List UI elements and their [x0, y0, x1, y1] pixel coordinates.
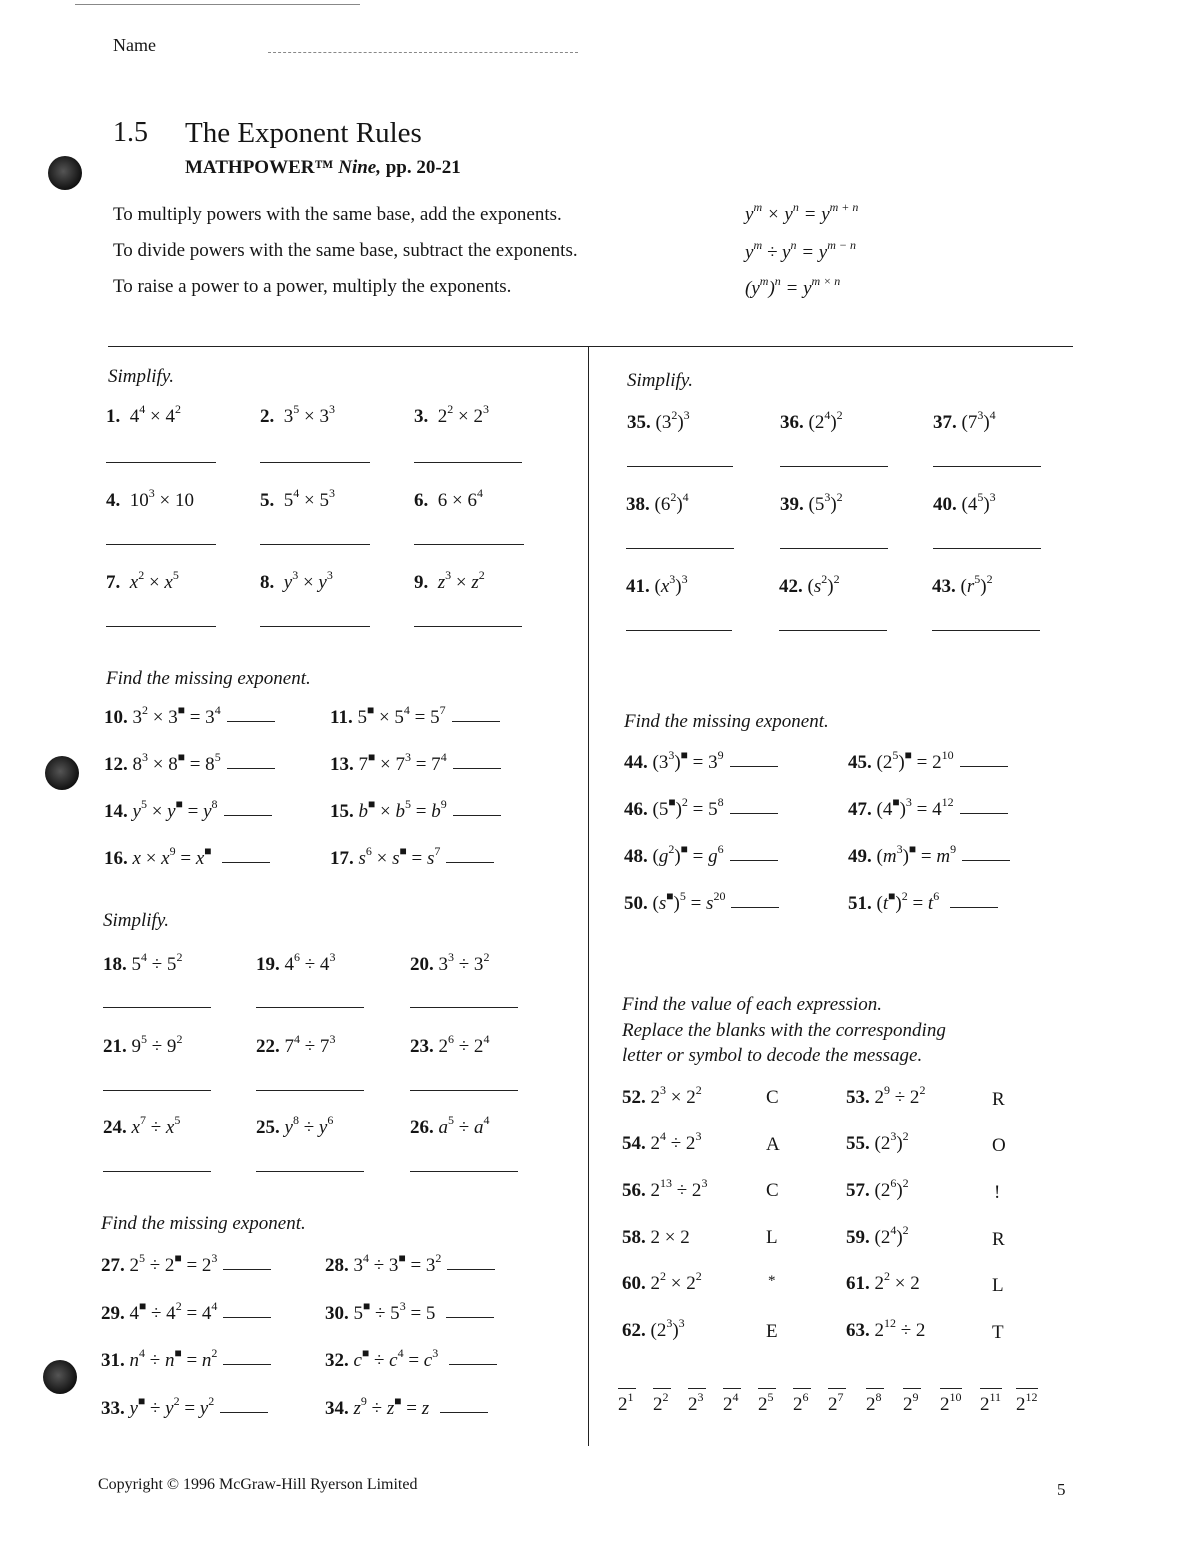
problem-12: 12. $8^3 \times 8^■ = 8^5$: [104, 754, 275, 776]
answer-blank-38[interactable]: [626, 548, 734, 549]
punch-hole-top: [48, 156, 82, 190]
rule-power: To raise a power to a power, multiply the exponents.: [113, 276, 512, 297]
problem-29: 29. $4^■ \div 4^2 = 4^4$: [101, 1303, 271, 1325]
answer-blank-39[interactable]: [780, 548, 888, 549]
decode-slot-12: $2^{12}$: [1016, 1390, 1038, 1415]
heading-simplify-3: Simplify.: [627, 370, 693, 391]
problem-50: 50. $(s^■)^5 = s^{20}$: [624, 893, 779, 915]
formula-divide: $y^m \div y^n = y^{m - n}$: [745, 238, 857, 263]
heading-value-line-3: letter or symbol to decode the message.: [622, 1045, 923, 1066]
problem-56: 56. $2^{13} \div 2^3$: [622, 1176, 708, 1201]
answer-blank-42[interactable]: [779, 630, 887, 631]
heading-value-line-2: Replace the blanks with the corresponding: [622, 1020, 946, 1041]
answer-blank-5[interactable]: [260, 544, 370, 545]
decode-slot-4: $2^4$: [723, 1390, 739, 1415]
page-number: 5: [1057, 1480, 1066, 1499]
problem-13: 13. $7^■ \times 7^3 = 7^4$: [330, 754, 501, 776]
problem-46: 46. $(5^■)^2 = 5^8$: [624, 799, 778, 821]
decode-row[interactable]: [618, 1384, 1058, 1424]
heading-value-line-1: Find the value of each expression.: [622, 994, 882, 1015]
problem-24: 24. $x^7 \div x^5$: [103, 1113, 181, 1138]
code-letter-53: R: [992, 1089, 1005, 1110]
rule-divide: To divide powers with the same base, subtract the exponents.: [113, 240, 578, 261]
problem-4: 4. $10^3 \times 10$: [106, 486, 194, 511]
top-rule: [75, 4, 360, 5]
answer-blank-1[interactable]: [106, 462, 216, 463]
problem-52: 52. $2^3 \times 2^2$: [622, 1083, 702, 1108]
problem-26: 26. $a^5 \div a^4$: [410, 1113, 490, 1138]
problem-57: 57. $(2^6)^2$: [846, 1176, 909, 1201]
decode-slot-6: $2^6$: [793, 1390, 809, 1415]
decode-slot-9: $2^9$: [903, 1390, 919, 1415]
code-letter-52: C: [766, 1087, 779, 1108]
answer-blank-37[interactable]: [933, 466, 1041, 467]
problem-9: 9. $z^3 \times z^2$: [414, 568, 485, 593]
name-label: Name: [113, 35, 156, 55]
answer-blank-43[interactable]: [932, 630, 1040, 631]
answer-blank-2[interactable]: [260, 462, 370, 463]
problem-63: 63. $2^{12} \div 2$: [846, 1316, 926, 1341]
problem-27: 27. $2^5 \div 2^■ = 2^3$: [101, 1255, 271, 1277]
problem-17: 17. $s^6 \times s^■ = s^7$: [330, 848, 494, 870]
heading-missing-3: Find the missing exponent.: [624, 711, 829, 732]
name-line[interactable]: [268, 52, 578, 53]
problem-18: 18. $5^4 \div 5^2$: [103, 950, 183, 975]
punch-hole-middle: [45, 756, 79, 790]
problem-61: 61. $2^2 \times 2$: [846, 1269, 920, 1294]
book-name: MATHPOWER™: [185, 157, 334, 178]
problem-62: 62. $(2^3)^3$: [622, 1316, 685, 1341]
problem-49: 49. $(m^3)^■ = m^9$: [848, 846, 1010, 868]
problem-40: 40. $(4^5)^3$: [933, 490, 996, 515]
rule-multiply: To multiply powers with the same base, add the exponents.: [113, 204, 562, 225]
problem-22: 22. $7^4 \div 7^3$: [256, 1032, 336, 1057]
problem-53: 53. $2^9 \div 2^2$: [846, 1083, 926, 1108]
answer-blank-8[interactable]: [260, 626, 370, 627]
problem-3: 3. $2^2 \times 2^3$: [414, 402, 489, 427]
problem-10: 10. $3^2 \times 3^■ = 3^4$: [104, 707, 275, 729]
problem-60: 60. $2^2 \times 2^2$: [622, 1269, 702, 1294]
heading-simplify-2: Simplify.: [103, 910, 169, 931]
answer-blank-7[interactable]: [106, 626, 216, 627]
code-letter-62: E: [766, 1321, 778, 1342]
problem-41: 41. $(x^3)^3$: [626, 572, 688, 597]
problem-36: 36. $(2^4)^2$: [780, 408, 843, 433]
punch-hole-bottom: [43, 1360, 77, 1394]
code-letter-59: R: [992, 1229, 1005, 1250]
answer-blank-9[interactable]: [414, 626, 522, 627]
code-letter-60: *: [768, 1273, 776, 1289]
problem-42: 42. $(s^2)^2$: [779, 572, 840, 597]
problem-11: 11. $5^■ \times 5^4 = 5^7$: [330, 707, 500, 729]
problem-37: 37. $(7^3)^4$: [933, 408, 996, 433]
problem-28: 28. $3^4 \div 3^■ = 3^2$: [325, 1255, 495, 1277]
problem-43: 43. $(r^5)^2$: [932, 572, 993, 597]
code-letter-57: !: [994, 1182, 1001, 1203]
decode-slot-7: $2^7$: [828, 1390, 844, 1415]
column-divider: [588, 346, 589, 1446]
code-letter-54: A: [766, 1134, 780, 1155]
problem-5: 5. $5^4 \times 5^3$: [260, 486, 335, 511]
decode-slot-10: $2^{10}$: [940, 1390, 962, 1415]
problem-48: 48. $(g^2)^■ = g^6$: [624, 846, 778, 868]
answer-blank-24[interactable]: [103, 1171, 211, 1172]
answer-blank-26[interactable]: [410, 1171, 518, 1172]
problem-58: 58. 2 × 2: [622, 1227, 690, 1248]
formula-power: $(y^m)^n = y^{m \times n}$: [745, 274, 841, 299]
answer-blank-41[interactable]: [626, 630, 732, 631]
problem-30: 30. $5^■ \div 5^3 = 5$: [325, 1303, 494, 1325]
problem-47: 47. $(4^■)^3 = 4^{12}$: [848, 799, 1008, 821]
answer-blank-20[interactable]: [410, 1007, 518, 1008]
problem-44: 44. $(3^3)^■ = 3^9$: [624, 752, 778, 774]
answer-blank-35[interactable]: [627, 466, 733, 467]
answer-blank-40[interactable]: [933, 548, 1041, 549]
answer-blank-36[interactable]: [780, 466, 888, 467]
answer-blank-4[interactable]: [106, 544, 216, 545]
answer-blank-6[interactable]: [414, 544, 524, 545]
code-letter-61: L: [992, 1275, 1004, 1296]
section-divider: [108, 346, 1073, 347]
problem-35: 35. $(3^2)^3$: [627, 408, 690, 433]
problem-54: 54. $2^4 \div 2^3$: [622, 1129, 702, 1154]
problem-15: 15. $b^■ \times b^5 = b^9$: [330, 801, 501, 823]
problem-45: 45. $(2^5)^■ = 2^{10}$: [848, 752, 1008, 774]
problem-23: 23. $2^6 \div 2^4$: [410, 1032, 490, 1057]
problem-20: 20. $3^3 \div 3^2$: [410, 950, 490, 975]
section-number: 1.5: [113, 117, 148, 148]
code-letter-55: O: [992, 1135, 1006, 1156]
decode-slot-2: $2^2$: [653, 1390, 669, 1415]
problem-59: 59. $(2^4)^2$: [846, 1223, 909, 1248]
answer-blank-22[interactable]: [256, 1090, 364, 1091]
problem-32: 32. $c^■ \div c^4 = c^3$: [325, 1350, 497, 1372]
problem-1: 1. $4^4 \times 4^2$: [106, 402, 181, 427]
code-letter-63: T: [992, 1322, 1004, 1343]
decode-slot-11: $2^{11}$: [980, 1390, 1002, 1415]
problem-33: 33. $y^■ \div y^2 = y^2$: [101, 1398, 268, 1420]
problem-51: 51. $(t^■)^2 = t^6$: [848, 893, 998, 915]
heading-simplify-1: Simplify.: [108, 366, 174, 387]
problem-34: 34. $z^9 \div z^■ = z$: [325, 1398, 488, 1420]
problem-55: 55. $(2^3)^2$: [846, 1129, 909, 1154]
problem-14: 14. $y^5 \times y^■ = y^8$: [104, 801, 272, 823]
answer-blank-23[interactable]: [410, 1090, 518, 1091]
page-title: The Exponent Rules: [185, 117, 422, 149]
problem-31: 31. $n^4 \div n^■ = n^2$: [101, 1350, 271, 1372]
problem-25: 25. $y^8 \div y^6$: [256, 1113, 334, 1138]
problem-7: 7. $x^2 \times x^5$: [106, 568, 179, 593]
book-reference: [185, 157, 461, 179]
decode-slot-8: $2^8$: [866, 1390, 882, 1415]
answer-blank-18[interactable]: [103, 1007, 211, 1008]
code-letter-56: C: [766, 1180, 779, 1201]
problem-6: 6. $6 \times 6^4$: [414, 486, 483, 511]
heading-missing-1: Find the missing exponent.: [106, 668, 311, 689]
decode-slot-3: $2^3$: [688, 1390, 704, 1415]
answer-blank-21[interactable]: [103, 1090, 211, 1091]
answer-blank-19[interactable]: [256, 1007, 364, 1008]
problem-39: 39. $(5^3)^2$: [780, 490, 843, 515]
problem-8: 8. $y^3 \times y^3$: [260, 568, 333, 593]
code-letter-58: L: [766, 1227, 778, 1248]
book-pages: pp. 20-21: [385, 157, 461, 178]
problem-19: 19. $4^6 \div 4^3$: [256, 950, 336, 975]
answer-blank-3[interactable]: [414, 462, 522, 463]
decode-slot-1: $2^1$: [618, 1390, 634, 1415]
book-volume: Nine,: [338, 157, 381, 178]
decode-slot-5: $2^5$: [758, 1390, 774, 1415]
copyright: Copyright © 1996 McGraw-Hill Ryerson Limited: [98, 1476, 418, 1493]
heading-missing-2: Find the missing exponent.: [101, 1213, 306, 1234]
problem-16: 16. $x \times x^9 = x^■$: [104, 848, 270, 870]
problem-21: 21. $9^5 \div 9^2$: [103, 1032, 183, 1057]
problem-38: 38. $(6^2)^4$: [626, 490, 689, 515]
formula-multiply: $y^m \times y^n = y^{m + n}$: [745, 200, 859, 225]
problem-2: 2. $3^5 \times 3^3$: [260, 402, 335, 427]
answer-blank-25[interactable]: [256, 1171, 364, 1172]
